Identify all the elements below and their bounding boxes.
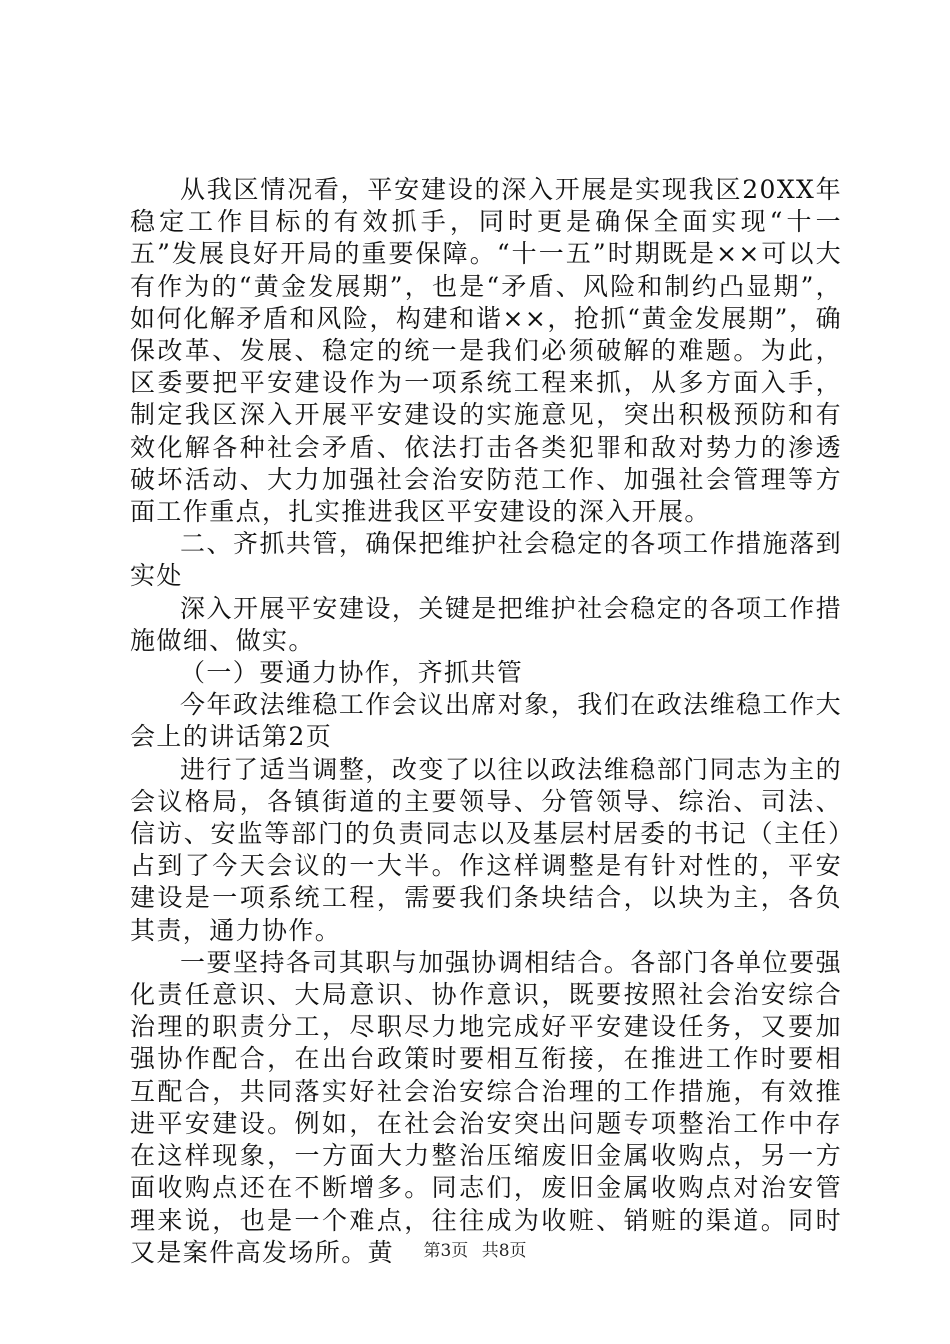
paragraph: 今年政法维稳工作会议出席对象，我们在政法维稳工作大会上的讲话第2页	[130, 690, 842, 752]
paragraph: 进行了适当调整，改变了以往以政法维稳部门同志为主的会议格局，各镇街道的主要领导、分管领导、综治、司法、信访、安监等部门的负责同志以及基层村居委的书记（主任）占到了今天会议的一大半。作这样调整是有针对性的，平安建设是一项系统工程，需要我们条块结合，以块为主，各负其责，通力协作。	[130, 754, 842, 945]
paragraph: 从我区情况看，平安建设的深入开展是实现我区20XX年稳定工作目标的有效抓手，同时更是确保全面实现“十一五”发展良好开局的重要保障。“十一五”时期既是××可以大有作为的“黄金发展期”，也是“矛盾、风险和制约凸显期”，如何化解矛盾和风险，构建和谐××，抢抓“黄金发展期”，确保改革、发展、稳定的统一是我们必须破解的难题。为此，区委要把平安建设作为一项系统工程来抓，从多方面入手，制定我区深入开展平安建设的实施意见，突出积极预防和有效化解各种社会矛盾、依法打击各类犯罪和敌对势力的渗透破坏活动、大力加强社会治安防范工作、加强社会管理等方面工作重点，扎实推进我区平安建设的深入开展。	[130, 175, 842, 527]
document-body	[130, 174, 842, 1269]
paragraph: 一要坚持各司其职与加强协调相结合。各部门各单位要强化责任意识、大局意识、协作意识，既要按照社会治安综合治理的职责分工，尽职尽力地完成好平安建设任务，又要加强协作配合，在出台政策时要相互衔接，在推进工作时要相互配合，共同落实好社会治安综合治理的工作措施，有效推进平安建设。例如，在社会治安突出问题专项整治工作中存在这样现象，一方面大力整治压缩废旧金属收购点，另一方面收购点还在不断增多。同志们，废旧金属收购点对治安管理来说，也是一个难点，往往成为收赃、销赃的渠道。同时又是案件高发场所。黄	[130, 947, 842, 1267]
page-number: 第3页	[423, 1241, 469, 1261]
section-heading: 二、齐抓共管，确保把维护社会稳定的各项工作措施落到实处	[130, 529, 842, 591]
subsection-heading: （一）要通力协作，齐抓共管	[180, 658, 524, 688]
paragraph: 深入开展平安建设，关键是把维护社会稳定的各项工作措施做细、做实。	[130, 593, 842, 655]
page-footer	[0, 1240, 950, 1262]
page-total: 共8页	[481, 1241, 527, 1261]
